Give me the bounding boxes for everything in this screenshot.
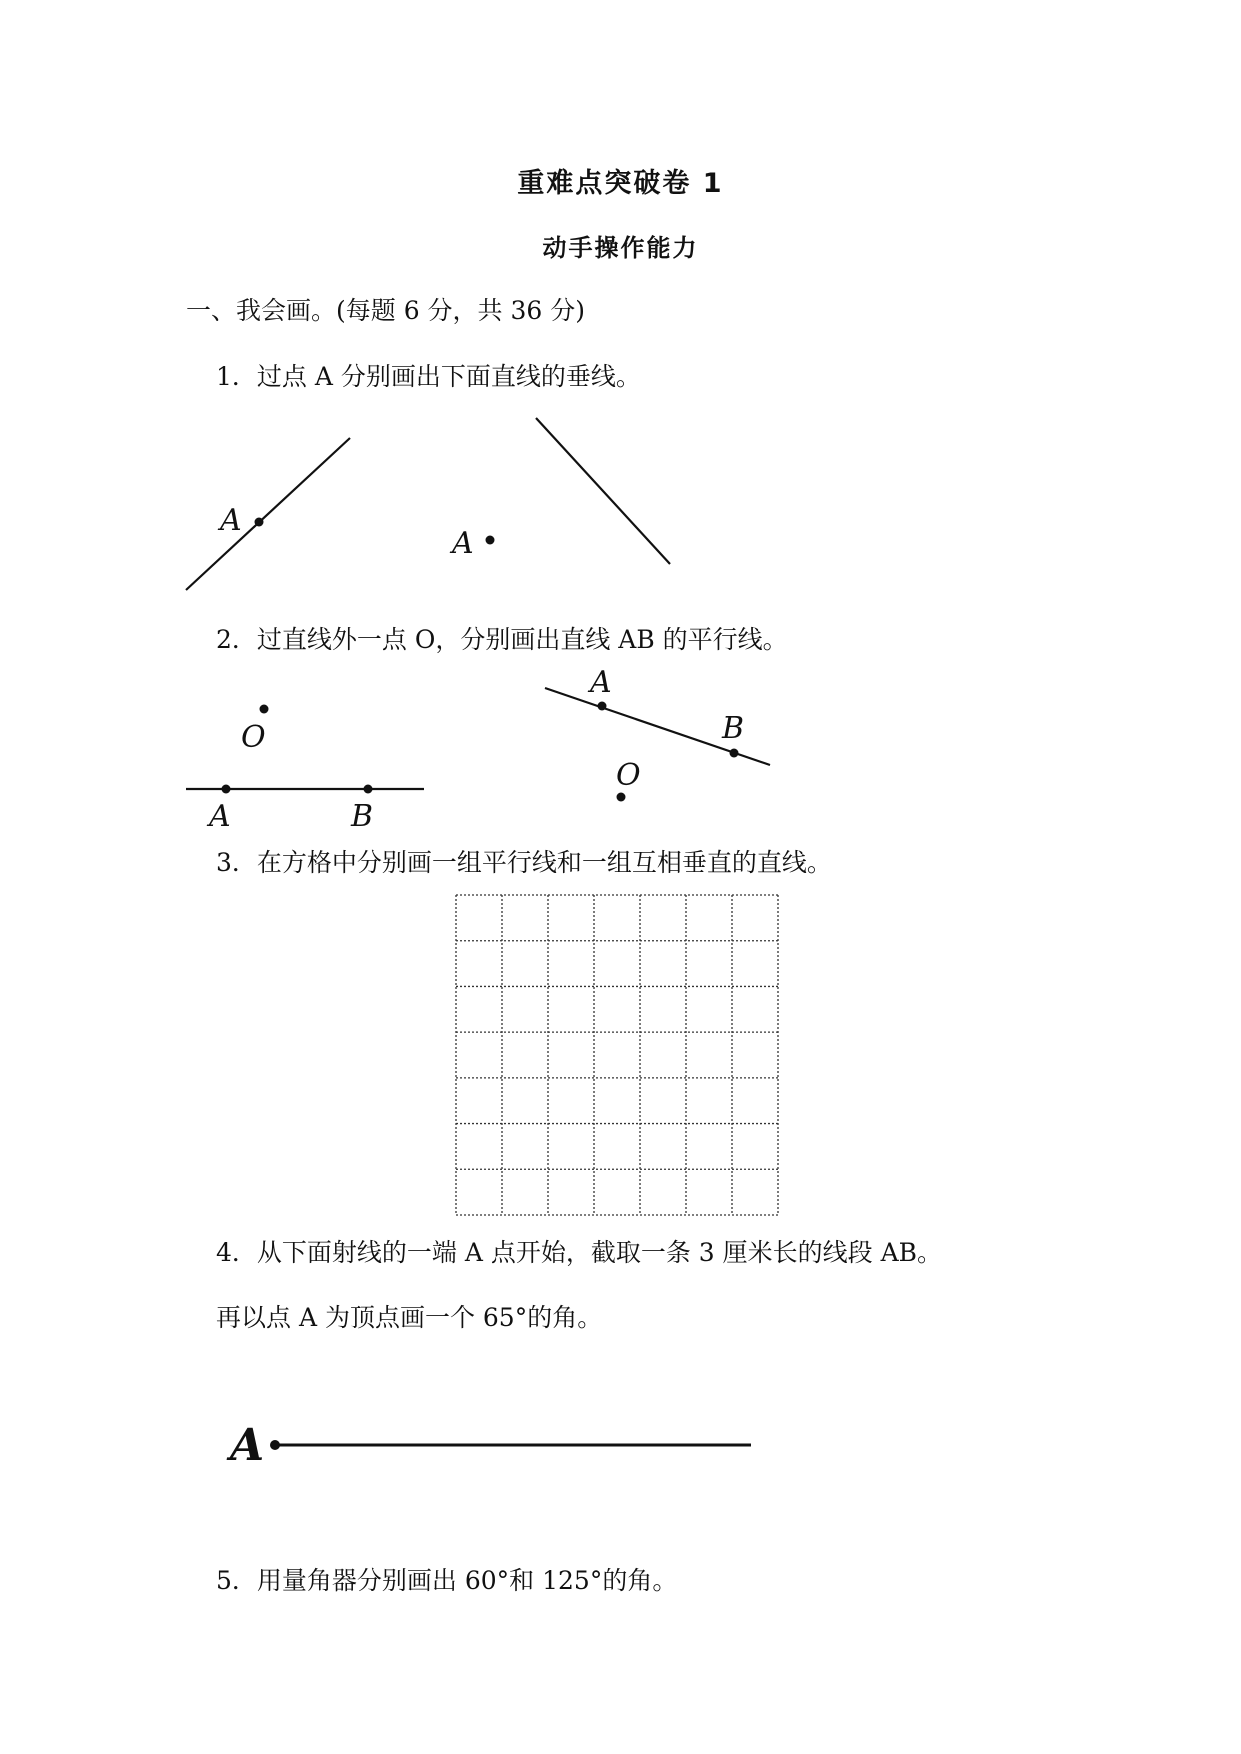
- q1-left-point-label: A: [220, 503, 242, 538]
- q2-right-label-o: O: [616, 758, 641, 793]
- question-3: 3．在方格中分别画一组平行线和一组互相垂直的直线。: [216, 848, 832, 877]
- q1-left-line: [186, 438, 350, 590]
- q2-left-point-b-dot: [364, 785, 373, 794]
- q4-point-a-dot: [270, 1440, 280, 1450]
- q2-left-figure: [186, 705, 424, 835]
- page-title: 重难点突破卷 1: [517, 168, 724, 199]
- q2-left-label-a: A: [209, 799, 231, 834]
- q4-ray-figure: [226, 1420, 751, 1471]
- question-2: 2．过直线外一点 O，分别画出直线 AB 的平行线。: [216, 625, 788, 654]
- page-subtitle: 动手操作能力: [542, 234, 699, 262]
- q2-right-figure: [545, 665, 770, 802]
- q2-right-point-o-dot: [617, 793, 626, 802]
- q2-right-label-b: B: [722, 711, 745, 746]
- q1-right-point-dot: [486, 536, 495, 545]
- q2-left-point-o-dot: [260, 705, 269, 714]
- q4-point-label: A: [230, 1420, 265, 1471]
- section-heading: 一、我会画。(每题 6 分，共 36 分): [186, 296, 586, 325]
- question-1: 1．过点 A 分别画出下面直线的垂线。: [216, 362, 641, 391]
- q2-left-point-a-dot: [222, 785, 231, 794]
- q1-right-figure: [449, 418, 670, 564]
- question-4-continued: 再以点 A 为顶点画一个 65°的角。: [216, 1303, 603, 1332]
- dotted-grid: [456, 895, 778, 1215]
- question-4: 4．从下面射线的一端 A 点开始，截取一条 3 厘米长的线段 AB。: [216, 1238, 943, 1267]
- q2-left-label-o: O: [241, 720, 266, 755]
- q2-right-label-a: A: [590, 665, 612, 700]
- q2-right-point-a-dot: [598, 702, 607, 711]
- q1-right-line: [536, 418, 670, 564]
- q2-right-point-b-dot: [730, 749, 739, 758]
- q1-left-figure: [186, 438, 350, 590]
- q2-left-label-b: B: [351, 799, 374, 834]
- q1-right-point-label: A: [452, 526, 474, 561]
- q1-left-point-dot: [255, 518, 264, 527]
- question-5: 5．用量角器分别画出 60°和 125°的角。: [216, 1566, 678, 1595]
